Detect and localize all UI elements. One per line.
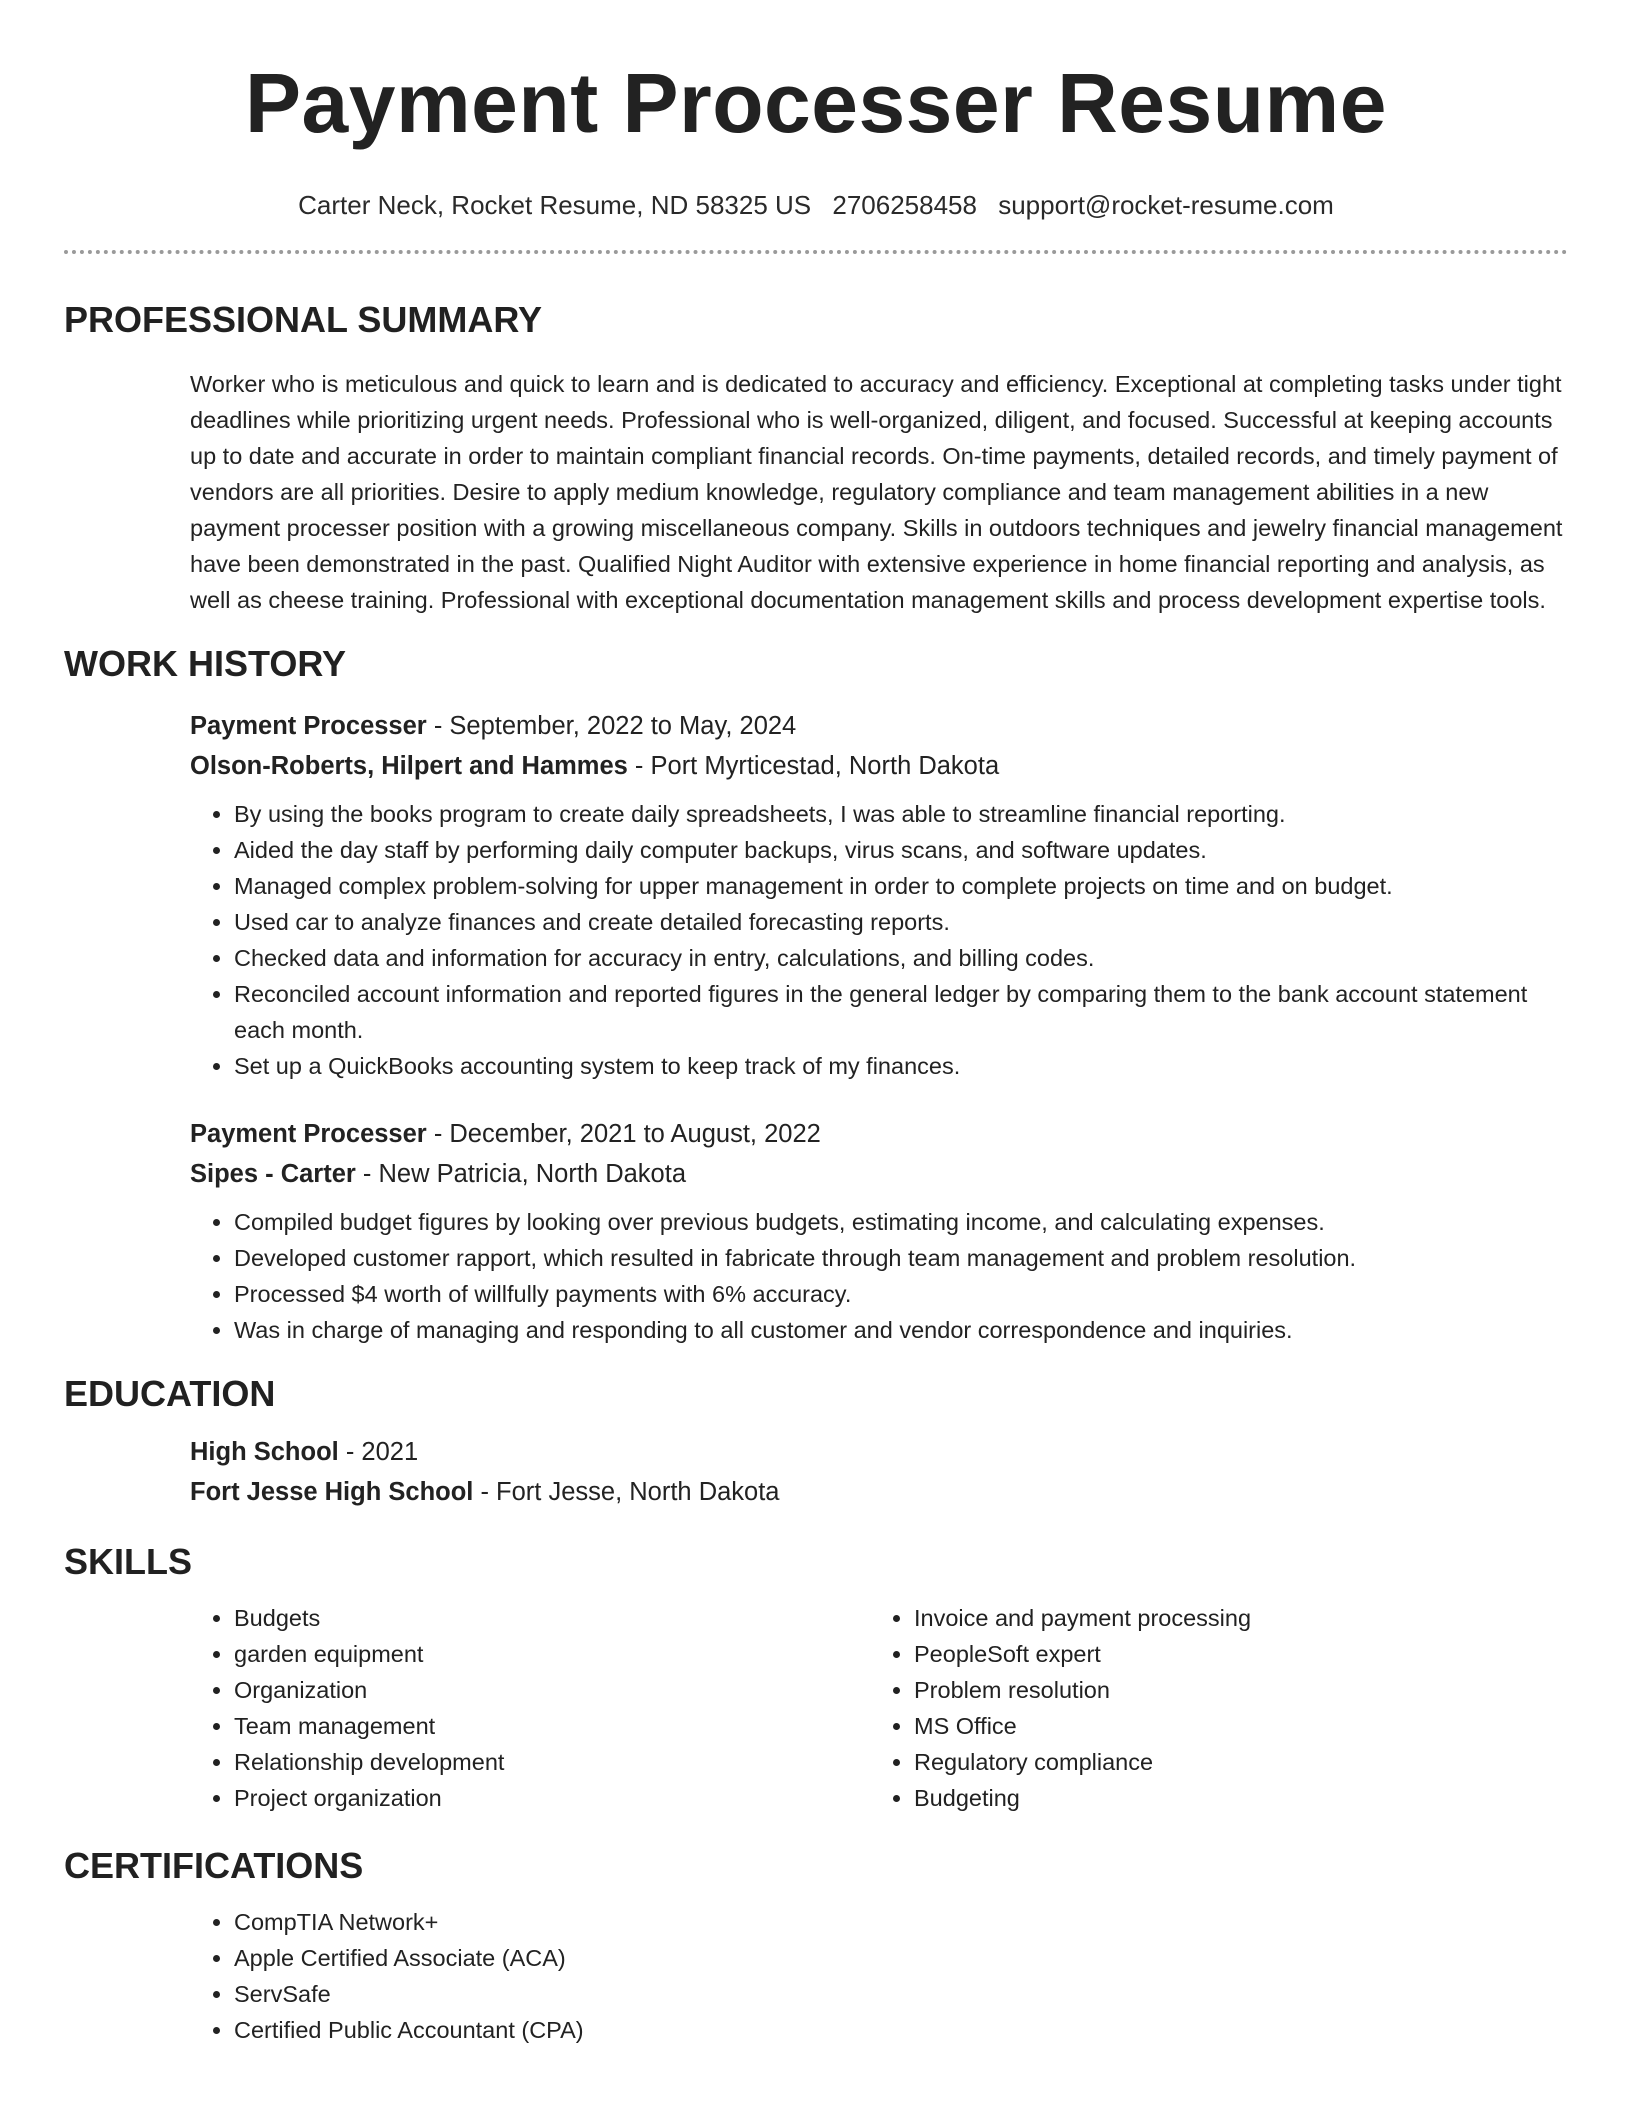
work-history-heading: WORK HISTORY	[64, 643, 347, 684]
education-year: - 2021	[338, 1438, 419, 1466]
job-title-line	[190, 1114, 1568, 1154]
list-item: • Processed $4 worth of willfully payments with 6% accuracy.	[234, 1276, 1568, 1312]
list-item: • PeopleSoft expert	[914, 1636, 1550, 1672]
list-item: • Regulatory compliance	[914, 1744, 1550, 1780]
job-location: - New Patricia, North Dakota	[355, 1160, 687, 1188]
list-item: • Checked data and information for accuracy in entry, calculations, and billing codes.	[234, 940, 1568, 976]
job-bullets	[190, 796, 1568, 1084]
list-item: • Problem resolution	[914, 1672, 1550, 1708]
list-item: • Invoice and payment processing	[914, 1600, 1550, 1636]
job-title: Payment Processer	[190, 1120, 427, 1148]
contact-info	[64, 190, 1568, 220]
list-item: • Organization	[234, 1672, 870, 1708]
education-degree: High School	[190, 1438, 339, 1466]
skills-list	[190, 1600, 1568, 1816]
list-item: • Certified Public Accountant (CPA)	[234, 2012, 1568, 2048]
contact-phone: 2706258458	[832, 190, 977, 220]
list-item: • garden equipment	[234, 1636, 870, 1672]
list-item: • Managed complex problem-solving for upper management in order to complete projects on time and on budget.	[234, 868, 1568, 904]
job-company-line	[190, 1154, 1568, 1194]
certifications-heading: CERTIFICATIONS	[64, 1845, 364, 1886]
list-item: • Project organization	[234, 1780, 870, 1816]
list-item: • Budgets	[234, 1600, 870, 1636]
skills-heading: SKILLS	[64, 1541, 193, 1582]
list-item: • Set up a QuickBooks accounting system to keep track of my finances.	[234, 1048, 1568, 1084]
job-dates: - December, 2021 to August, 2022	[426, 1120, 821, 1148]
resume-page	[64, 0, 1568, 2048]
list-item: • Team management	[234, 1708, 870, 1744]
skills-column-right	[870, 1600, 1550, 1816]
list-item: • Reconciled account information and reported figures in the general ledger by comparing them to the bank account statement each month.	[234, 976, 1568, 1048]
job-entry	[190, 706, 1568, 1084]
education-school: Fort Jesse High School	[190, 1478, 474, 1506]
job-company: Sipes - Carter	[190, 1160, 356, 1188]
list-item: • Used car to analyze finances and create detailed forecasting reports.	[234, 904, 1568, 940]
list-item: • Budgeting	[914, 1780, 1550, 1816]
certifications-list	[190, 1904, 1568, 2048]
summary-heading: PROFESSIONAL SUMMARY	[64, 299, 543, 340]
list-item: • Developed customer rapport, which resulted in fabricate through team management and problem resolution.	[234, 1240, 1568, 1276]
list-item: • Aided the day staff by performing daily computer backups, virus scans, and software updates.	[234, 832, 1568, 868]
job-company-line	[190, 746, 1568, 786]
education-degree-line	[190, 1432, 1568, 1472]
list-item: • Apple Certified Associate (ACA)	[234, 1940, 1568, 1976]
list-item: • By using the books program to create daily spreadsheets, I was able to streamline financial reporting.	[234, 796, 1568, 832]
summary-text: Worker who is meticulous and quick to learn and is dedicated to accuracy and efficiency. Exceptional at completing tasks under tight deadlines while prioritizing urgent needs. Professional who is well-organized, diligent, and focused. Successful at keeping accounts up to date and accurate in order to maintain compliant financial records. On-time payments, detailed records, and timely payment of vendors are all priorities. Desire to apply medium knowledge, regulatory compliance and team management abilities in a new payment processer position with a growing miscellaneous company. Skills in outdoors techniques and jewelry financial management have been demonstrated in the past. Qualified Night Auditor with extensive experience in home financial reporting and analysis, as well as cheese training. Professional with exceptional documentation management skills and process development expertise tools.	[190, 371, 1563, 613]
job-location: - Port Myrticestad, North Dakota	[627, 752, 1000, 780]
contact-address: Carter Neck, Rocket Resume, ND 58325 US	[298, 190, 812, 220]
job-dates: - September, 2022 to May, 2024	[426, 712, 797, 740]
education-school-line	[190, 1472, 1568, 1512]
education-entry	[190, 1432, 1568, 1512]
education-location: - Fort Jesse, North Dakota	[473, 1478, 780, 1506]
job-company: Olson-Roberts, Hilpert and Hammes	[190, 752, 628, 780]
contact-email: support@rocket-resume.com	[998, 190, 1334, 220]
resume-title: Payment Processer Resume	[245, 56, 1387, 150]
job-title-line	[190, 706, 1568, 746]
list-item: • CompTIA Network+	[234, 1904, 1568, 1940]
list-item: • Was in charge of managing and responding to all customer and vendor correspondence and inquiries.	[234, 1312, 1568, 1348]
education-heading: EDUCATION	[64, 1373, 276, 1414]
skills-column-left	[190, 1600, 870, 1816]
job-entry	[190, 1114, 1568, 1348]
list-item: • ServSafe	[234, 1976, 1568, 2012]
header-divider	[64, 250, 1568, 254]
job-bullets	[190, 1204, 1568, 1348]
list-item: • Compiled budget figures by looking over previous budgets, estimating income, and calculating expenses.	[234, 1204, 1568, 1240]
list-item: • Relationship development	[234, 1744, 870, 1780]
job-title: Payment Processer	[190, 712, 427, 740]
list-item: • MS Office	[914, 1708, 1550, 1744]
